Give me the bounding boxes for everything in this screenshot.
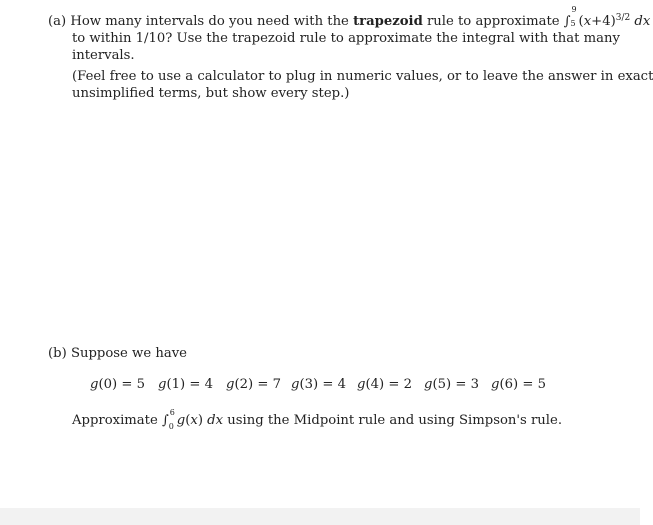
integral-upper-limit: 9 <box>571 5 577 14</box>
integrand-variable: x <box>583 14 592 29</box>
bottom-band <box>0 508 640 525</box>
integral-lower-limit: 5 <box>570 19 576 28</box>
g-result: = 3 <box>451 377 479 392</box>
integrand-close-paren: ) <box>197 413 203 428</box>
g-function-name: g <box>491 377 500 392</box>
part-a-bold-word: trapezoid <box>353 14 423 29</box>
part-b-approximate-line <box>72 408 563 431</box>
g-result: = 4 <box>185 377 213 392</box>
integrand-rest: +4) <box>591 14 616 29</box>
part-a-question-line-3: intervals. <box>72 48 135 63</box>
integrand-open-paren: ( <box>185 413 191 428</box>
part-b-intro-text: Suppose we have <box>70 346 187 361</box>
part-a-text-before: How many intervals do you need with the <box>70 14 349 29</box>
approx-after-text: using the Midpoint rule and using Simpson's rule. <box>227 413 563 428</box>
integrand-variable: x <box>190 413 198 428</box>
part-b-label: (b) <box>48 346 67 361</box>
part-a-question-line-2: to within 1/10? Use the trapezoid rule to approximate the integral with that many <box>72 31 620 46</box>
integral-sign: ∫ <box>161 413 169 428</box>
g-argument: (0) <box>98 377 118 392</box>
g-argument: (2) <box>234 377 254 392</box>
g-result: = 7 <box>253 377 281 392</box>
g-value-6 <box>491 377 546 393</box>
g-value-0 <box>90 377 145 393</box>
g-value-1 <box>158 377 213 393</box>
approx-before-text: Approximate <box>72 413 158 428</box>
part-a-question-line-1 <box>48 5 651 30</box>
g-argument: (5) <box>432 377 452 392</box>
part-b-intro <box>48 346 187 362</box>
integral-limits <box>570 5 579 28</box>
g-result: = 4 <box>318 377 346 392</box>
g-value-5 <box>424 377 479 393</box>
g-value-4 <box>357 377 412 393</box>
part-a-note-line-2: unsimplified terms, but show every step.) <box>72 86 350 101</box>
integrand-open-paren: ( <box>578 14 584 29</box>
g-result: = 2 <box>384 377 412 392</box>
g-argument: (1) <box>166 377 186 392</box>
part-a-text-after: rule to approximate <box>427 14 560 29</box>
g-argument: (6) <box>499 377 519 392</box>
part-b-integral <box>161 408 224 431</box>
part-a-note-line-1: (Feel free to use a calculator to plug in numeric values, or to leave the answer in exact <box>72 69 653 84</box>
integral-differential: dx <box>207 413 224 428</box>
integrand-function: g <box>176 413 186 428</box>
g-function-name: g <box>357 377 366 392</box>
part-a-label: (a) <box>48 14 67 29</box>
g-function-name: g <box>424 377 433 392</box>
g-function-name: g <box>226 377 235 392</box>
integral-sign: ∫ <box>563 14 571 29</box>
g-value-3 <box>291 377 346 393</box>
integral-upper-limit: 6 <box>169 408 175 417</box>
integral-lower-limit: 0 <box>168 422 174 431</box>
g-argument: (4) <box>365 377 385 392</box>
g-result: = 5 <box>518 377 546 392</box>
part-a-integral <box>563 5 651 29</box>
integral-differential: dx <box>634 14 651 29</box>
g-function-name: g <box>291 377 300 392</box>
integral-limits <box>168 408 177 431</box>
g-value-2 <box>226 377 281 393</box>
g-argument: (3) <box>299 377 319 392</box>
g-result: = 5 <box>117 377 145 392</box>
integrand-exponent: 3/2 <box>615 13 631 23</box>
g-function-name: g <box>90 377 99 392</box>
g-function-name: g <box>158 377 167 392</box>
